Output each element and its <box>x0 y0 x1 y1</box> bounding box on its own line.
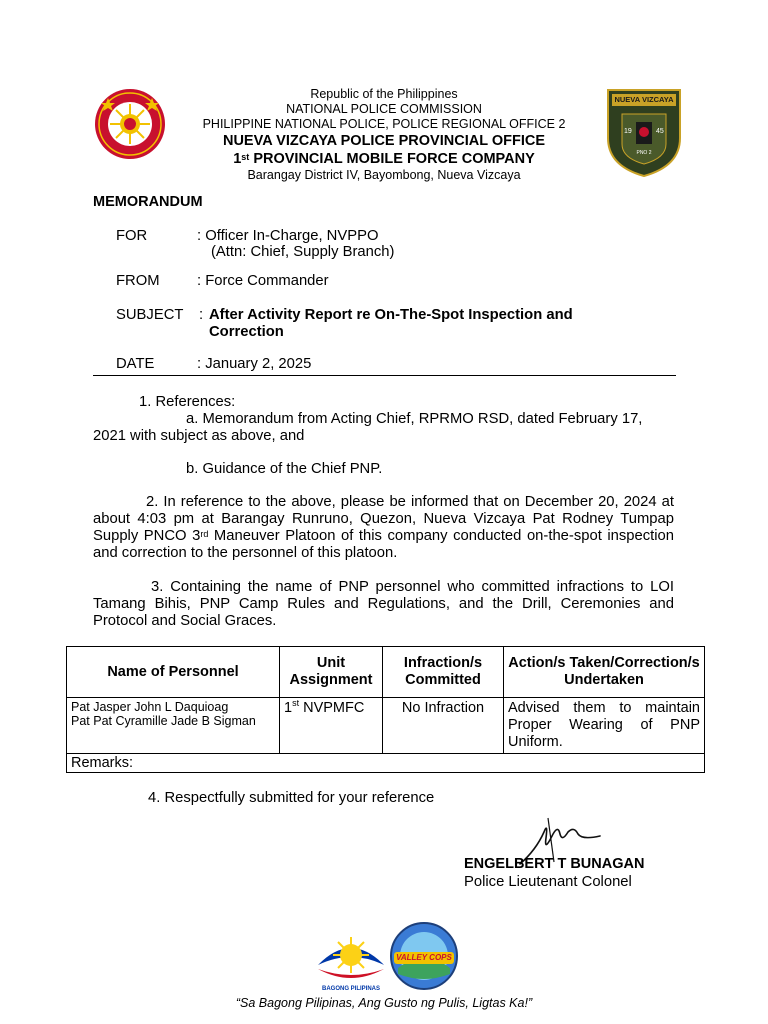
footer-slogan: “Sa Bagong Pilipinas, Ang Gusto ng Pulis, Ligtas Ka!” <box>235 996 533 1010</box>
table-remarks-row <box>67 754 705 773</box>
header-name: Name of Personnel <box>67 647 280 698</box>
subject-value <box>209 307 573 341</box>
for-label: FOR <box>116 228 148 244</box>
header-address: Barangay District IV, Bayombong, Nueva Vizcaya <box>247 168 521 182</box>
signatory-name: ENGELBERT T BUNAGAN <box>464 856 645 872</box>
personnel-name: Pat Jasper John L Daquioag <box>71 700 229 714</box>
reference-a-line1: a. Memorandum from Acting Chief, RPRMO RSD, dated February 17, <box>186 411 643 427</box>
header-infraction: Infraction/s Committed <box>383 647 504 698</box>
valley-cops-label: VALLEY COPS <box>396 953 452 962</box>
bagong-pilipinas-label: BAGONG PILIPINAS <box>321 986 380 992</box>
from-value: : Force Commander <box>197 273 329 289</box>
header-line-republic: Republic of the Philippines <box>310 87 458 101</box>
shield-year-left: 19 <box>624 128 632 135</box>
paragraph-2: 2. In reference to the above, please be informed that on December 20, 2024 at about 4:03 pm at Barangay Runruno, Quezon, Nueva Vizcaya Pat Rodney Tumpap Supply PNCO 3rd Maneuver Platoon of this company conducted on-the-spot inspection and correction to the personnel of this platoon. <box>93 494 674 561</box>
subject-label: SUBJECT <box>116 307 184 323</box>
for-value: : Officer In-Charge, NVPPO <box>197 228 379 244</box>
for-attn: (Attn: Chief, Supply Branch) <box>211 244 395 260</box>
date-value: : January 2, 2025 <box>197 356 312 372</box>
paragraph-4: 4. Respectfully submitted for your reference <box>148 790 435 806</box>
cell-unit: 1st NVPMFC <box>280 698 383 754</box>
cell-names <box>67 698 280 754</box>
letterhead <box>0 87 768 183</box>
cell-infraction: No Infraction <box>383 698 504 754</box>
valley-cops-logo <box>386 922 462 992</box>
table-header-row <box>67 647 705 698</box>
personnel-name: Pat Pat Cyramille Jade B Sigman <box>71 714 256 728</box>
memo-title: MEMORANDUM <box>93 194 203 210</box>
header-action: Action/s Taken/Correction/s Undertaken <box>504 647 705 698</box>
subject-colon: : <box>199 307 204 323</box>
cell-action: Advised them to maintain Proper Wearing of PNP Uniform. <box>504 698 705 754</box>
shield-bottom-text: PNO 2 <box>636 150 652 156</box>
date-label: DATE <box>116 356 155 372</box>
memo-divider <box>93 375 676 376</box>
bagong-pilipinas-logo <box>314 925 388 995</box>
paragraph-3: 3. Containing the name of PNP personnel who committed infractions to LOI Tamang Bihis, PNP Camp Rules and Regulations, and the Drill, Ceremonies and Protocol and Social Graces. <box>93 579 674 629</box>
header-line-napolcom: NATIONAL POLICE COMMISSION <box>286 102 482 116</box>
from-label: FROM <box>116 273 160 289</box>
table-row <box>67 698 705 754</box>
personnel-table <box>66 646 705 773</box>
cell-remarks: Remarks: <box>67 754 705 773</box>
header-office: NUEVA VIZCAYA POLICE PROVINCIAL OFFICE <box>222 133 545 149</box>
header-unit: Unit Assignment <box>280 647 383 698</box>
shield-banner-text: NUEVA VIZCAYA <box>614 95 674 104</box>
header-company: 1st PROVINCIAL MOBILE FORCE COMPANY <box>233 151 535 167</box>
signatory-rank: Police Lieutenant Colonel <box>464 874 632 890</box>
subject-line-2: Correction <box>209 324 284 340</box>
references-title: 1. References: <box>139 394 236 410</box>
subject-line-1: After Activity Report re On-The-Spot Inspection and <box>209 307 573 323</box>
reference-b: b. Guidance of the Chief PNP. <box>186 461 383 477</box>
reference-a-line2: 2021 with subject as above, and <box>93 428 305 444</box>
header-line-pnp: PHILIPPINE NATIONAL POLICE, POLICE REGIONAL OFFICE 2 <box>202 117 566 131</box>
shield-year-right: 45 <box>656 128 664 135</box>
